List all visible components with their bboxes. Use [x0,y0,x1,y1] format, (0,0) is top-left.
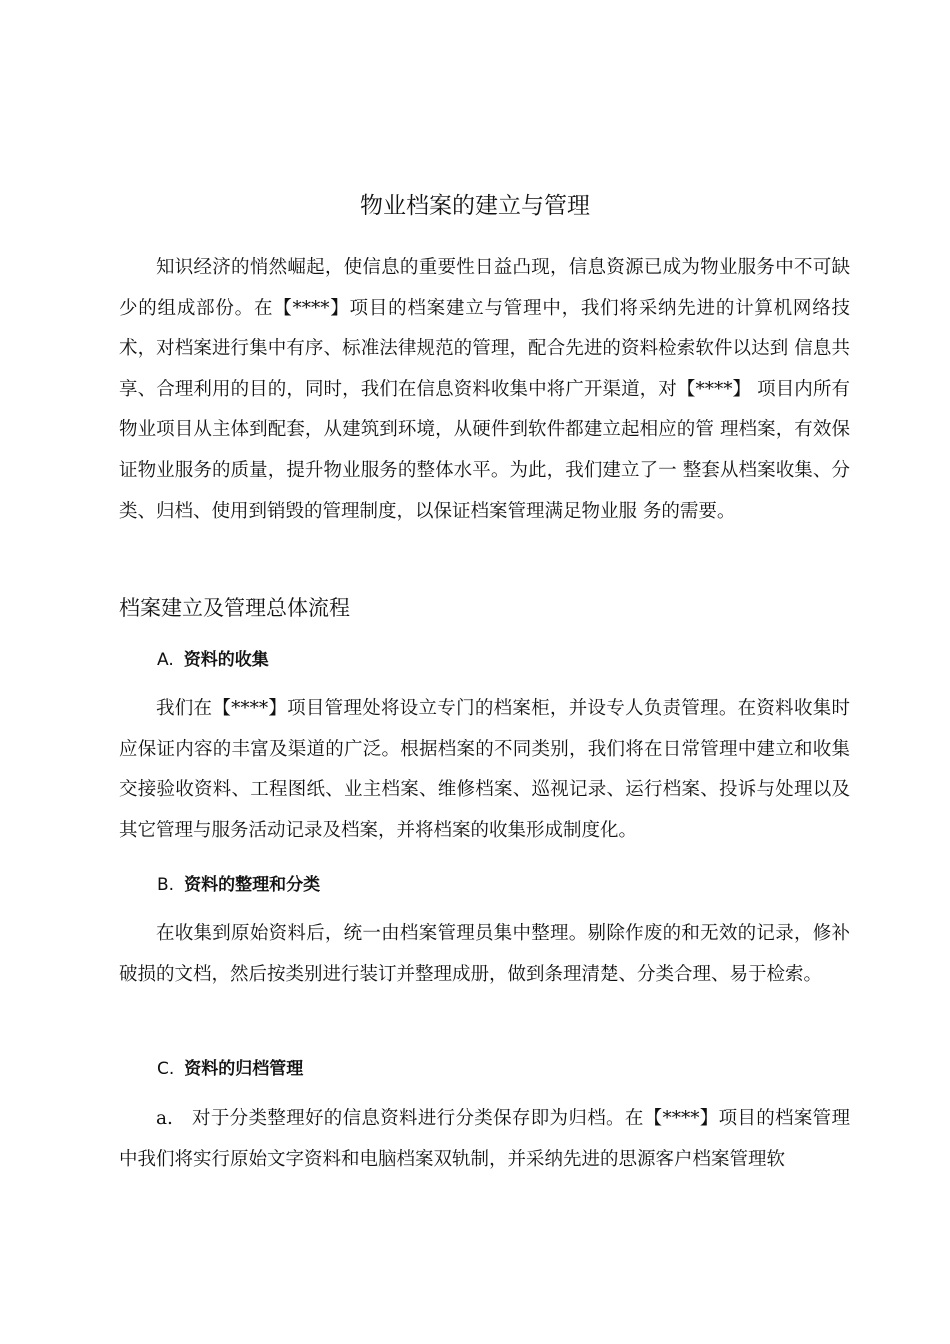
section-heading: 档案建立及管理总体流程 [119,596,350,620]
subsection-number: B. [157,875,175,895]
subsection-number: C. [157,1059,175,1079]
subsection-title: 资料的归档管理 [184,1059,304,1079]
subsection-heading-a [157,647,269,673]
intro-paragraph: 知识经济的悄然崛起，使信息的重要性日益凸现，信息资源已成为物业服务中不可缺少的组成部份。在【****】项目的档案建立与管理中，我们将采纳先进的计算机网络技术，对档案进行集中有序、标准法律规范的管理，配合先进的资料检索软件以达到 信息共享、合理利用的目的，同时，我们在信息资料收集中将广开渠道，对【****】 项目内所有物业项目从主体到配套，从建筑到环境，从硬件到软件都建立起相应的管 理档案，有效保证物业服务的质量，提升物业服务的整体水平。为此，我们建立了一 整套从档案收集、分类、归档、使用到销毁的管理制度，以保证档案管理满足物业服 务的需要。 [119,257,850,522]
section-a-paragraph: 我们在【****】项目管理处将设立专门的档案柜，并设专人负责管理。在资料收集时应保证内容的丰富及渠道的广泛。根据档案的不同类别，我们将在日常管理中建立和收集交接验收资料、工程图纸、业主档案、维修档案、巡视记录、运行档案、投诉与处理以及其它管理与服务活动记录及档案，并将档案的收集形成制度化。 [119,698,850,841]
section-c-paragraph: a. 对于分类整理好的信息资料进行分类保存即为归档。在【****】项目的档案管理中我们将实行原始文字资料和电脑档案双轨制，并采纳先进的思源客户档案管理软 [119,1108,850,1170]
subsection-number: A. [157,650,174,670]
subsection-heading-c [157,1056,303,1082]
subsection-title: 资料的收集 [183,650,269,670]
section-b-paragraph: 在收集到原始资料后，统一由档案管理员集中整理。剔除作废的和无效的记录，修补破损的文档，然后按类别进行装订并整理成册，做到条理清楚、分类合理、易于检索。 [119,923,850,985]
document-title: 物业档案的建立与管理 [360,193,590,219]
subsection-title: 资料的整理和分类 [184,875,321,895]
subsection-heading-b [157,872,320,898]
